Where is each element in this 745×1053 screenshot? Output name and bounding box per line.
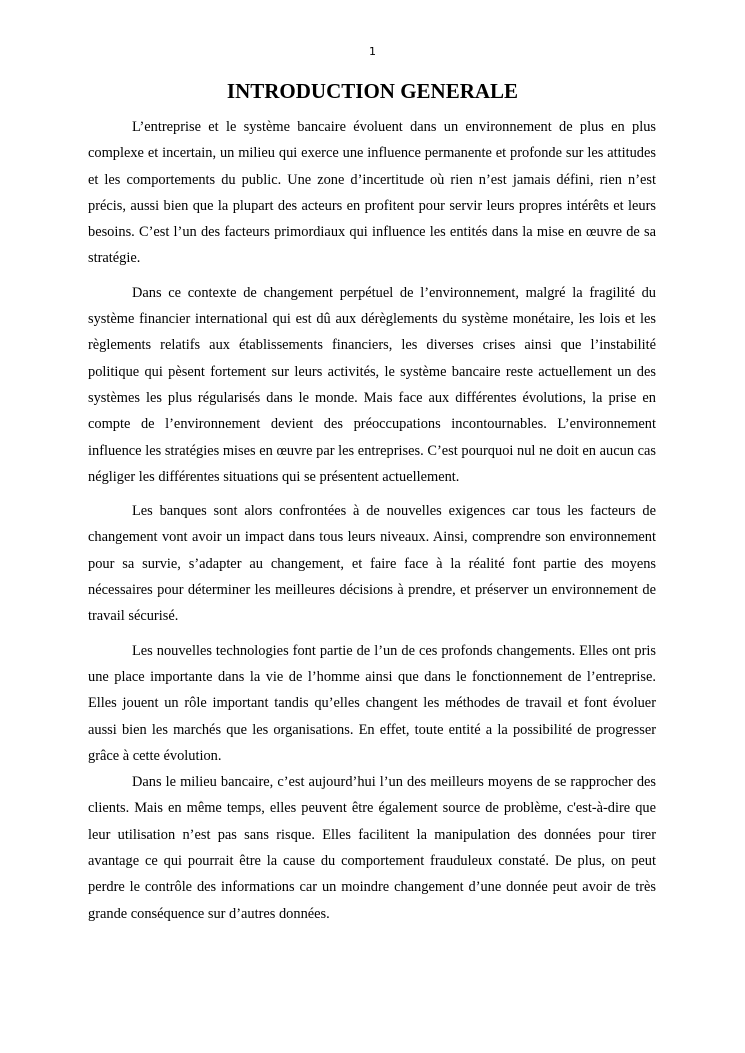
page-title: INTRODUCTION GENERALE: [226, 79, 519, 103]
paragraph-5: Dans le milieu bancaire, c’est aujourd’hui l’un des meilleurs moyens de se rapprocher des clients. Mais en même temps, elles peuvent être également source de problème, c'est-à-dire que leur utilisation n’est pas sans risque. Elles facilitent la manipulation des données pour tirer avantage ce qui pourrait être la cause du comportement frauduleux constaté. De plus, on peut perdre le contrôle des informations car un moindre changement d’une donnée peut avoir de très grande conséquence sur d’autres données.: [88, 774, 656, 922]
paragraph-1: L’entreprise et le système bancaire évoluent dans un environnement de plus en plus complexe et incertain, un milieu qui exerce une influence permanente et profonde sur les attitudes et les comportements du public. Une zone d’incertitude où rien n’est jamais défini, rien n’est précis, aussi bien que la plupart des acteurs en profitent pour servir leurs propres intérêts et leurs besoins. C’est l’un des facteurs primordiaux qui influence les entités dans la mise en œuvre de sa stratégie.: [88, 119, 656, 267]
paragraph-2: Dans ce contexte de changement perpétuel de l’environnement, malgré la fragilité du système financier international qui est dû aux dérèglements du système monétaire, les lois et les règlements relatifs aux établissements financiers, les diverses crises ainsi que l’instabilité politique qui pèsent fortement sur leurs activités, le système bancaire reste actuellement un des systèmes les plus régularisés dans le monde. Mais face aux différentes évolutions, la prise en compte de l’environnement devient des préoccupations incontournables. L’environnement influence les stratégies mises en œuvre par les entreprises. C’est pourquoi nul ne doit en aucun cas négliger les différentes situations qui se présentent actuellement.: [88, 284, 656, 485]
paragraph-4: Les nouvelles technologies font partie de l’un de ces profonds changements. Elles ont pris une place importante dans la vie de l’homme ainsi que dans le fonctionnement de l’entreprise. Elles jouent un rôle important tandis qu’elles changent les méthodes de travail et font évoluer aussi bien les marchés que les organisations. En effet, toute entité a la possibilité de progresser grâce à cette évolution.: [88, 642, 656, 764]
paragraph-3: Les banques sont alors confrontées à de nouvelles exigences car tous les facteurs de changement vont avoir un impact dans tous leurs niveaux. Ainsi, comprendre son environnement pour sa survie, s’adapter au changement, et faire face à la réalité font partie des moyens nécessaires pour déterminer les meilleures décisions à prendre, et préserver un environnement de travail sécurisé.: [88, 503, 656, 625]
page-number: 1: [369, 45, 376, 58]
document-body: [88, 114, 656, 927]
